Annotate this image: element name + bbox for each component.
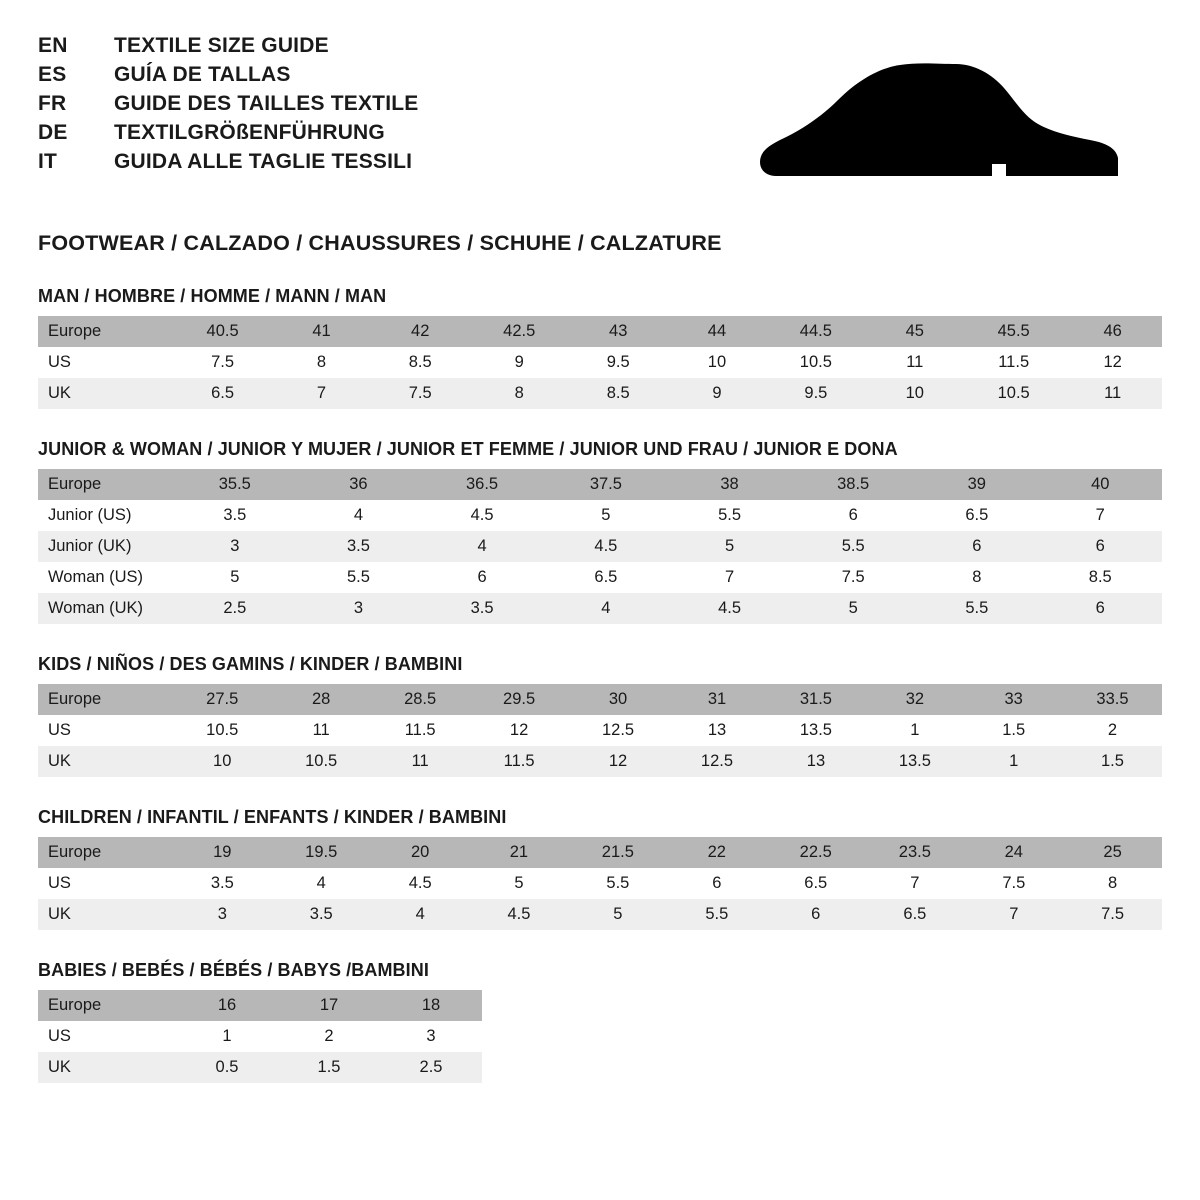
cell: 2.5: [173, 593, 297, 624]
cell: 6: [791, 500, 915, 531]
cell: 10.5: [173, 715, 272, 746]
cell: 13: [766, 746, 865, 777]
cell: 5.5: [568, 868, 667, 899]
row-label: Junior (UK): [38, 531, 173, 562]
cell: 10.5: [964, 378, 1063, 409]
table-row: [38, 500, 1162, 531]
cell: 21: [470, 837, 569, 868]
cell: 1.5: [1063, 746, 1162, 777]
size-table-babies: [38, 990, 482, 1083]
cell: 12: [1063, 347, 1162, 378]
cell: 6.5: [173, 378, 272, 409]
cell: 4.5: [470, 899, 569, 930]
cell: 13: [668, 715, 767, 746]
cell: 9: [470, 347, 569, 378]
table-row: [38, 715, 1162, 746]
cell: 5: [791, 593, 915, 624]
cell: 6: [420, 562, 544, 593]
cell: 6: [766, 899, 865, 930]
cell: 27.5: [173, 684, 272, 715]
cell: 7.5: [173, 347, 272, 378]
language-row: [38, 92, 418, 116]
table-row: [38, 990, 482, 1021]
cell: 3.5: [272, 899, 371, 930]
language-title: GUÍA DE TALLAS: [114, 63, 291, 86]
table-row: [38, 684, 1162, 715]
cell: 11: [865, 347, 964, 378]
cell: 10: [668, 347, 767, 378]
cell: 12: [569, 746, 668, 777]
cell: 32: [865, 684, 964, 715]
cell: 8.5: [371, 347, 470, 378]
cell: 36: [297, 469, 420, 500]
cell: 10: [173, 746, 272, 777]
cell: 2.5: [380, 1052, 482, 1083]
table-row: [38, 378, 1162, 409]
cell: 22: [667, 837, 766, 868]
language-row: [38, 150, 418, 174]
cell: 8.5: [1039, 562, 1162, 593]
row-label: Europe: [38, 837, 173, 868]
group-junior-woman: [38, 439, 1162, 624]
cell: 8: [915, 562, 1038, 593]
size-table-kids: [38, 684, 1162, 777]
cell: 20: [371, 837, 470, 868]
language-list: [38, 34, 418, 179]
language-code: EN: [38, 34, 68, 57]
cell: 9.5: [569, 347, 668, 378]
cell: 13.5: [766, 715, 865, 746]
cell: 7: [272, 378, 371, 409]
cell: 2: [278, 1021, 380, 1052]
cell: 3.5: [173, 868, 272, 899]
language-title: GUIDA ALLE TAGLIE TESSILI: [114, 150, 413, 173]
cell: 4.5: [668, 593, 791, 624]
language-code: ES: [38, 63, 67, 86]
group-title: MAN / HOMBRE / HOMME / MANN / MAN: [38, 286, 387, 306]
cell: 11: [371, 746, 470, 777]
cell: 7.5: [791, 562, 915, 593]
row-label: US: [38, 1021, 176, 1052]
row-label: UK: [38, 378, 173, 409]
cell: 3.5: [420, 593, 544, 624]
cell: 13.5: [865, 746, 964, 777]
row-label: Europe: [38, 990, 176, 1021]
table-row: [38, 1052, 482, 1083]
cell: 6.5: [865, 899, 964, 930]
row-label: Europe: [38, 469, 173, 500]
row-label: Woman (US): [38, 562, 173, 593]
cell: 33: [964, 684, 1063, 715]
table-row: [38, 1021, 482, 1052]
cell: 39: [915, 469, 1038, 500]
cell: 44.5: [766, 316, 865, 347]
page-header: [38, 34, 1162, 205]
cell: 28.5: [371, 684, 470, 715]
cell: 4.5: [420, 500, 544, 531]
table-row: [38, 316, 1162, 347]
cell: 1.5: [278, 1052, 380, 1083]
cell: 33.5: [1063, 684, 1162, 715]
cell: 5.5: [667, 899, 766, 930]
cell: 5.5: [791, 531, 915, 562]
table-row: [38, 899, 1162, 930]
cell: 4: [544, 593, 668, 624]
cell: 5.5: [297, 562, 420, 593]
cell: 5: [668, 531, 791, 562]
cell: 40.5: [173, 316, 272, 347]
cell: 4: [297, 500, 420, 531]
cell: 7: [865, 868, 964, 899]
cell: 23.5: [865, 837, 964, 868]
cell: 6: [1039, 531, 1162, 562]
cell: 2: [1063, 715, 1162, 746]
cell: 10.5: [272, 746, 371, 777]
cell: 41: [272, 316, 371, 347]
cell: 5: [544, 500, 668, 531]
cell: 29.5: [470, 684, 569, 715]
language-title: TEXTILE SIZE GUIDE: [114, 34, 329, 57]
cell: 7.5: [964, 868, 1063, 899]
language-row: [38, 63, 418, 87]
group-babies: [38, 960, 1162, 1083]
cell: 19: [173, 837, 272, 868]
cell: 1: [964, 746, 1063, 777]
cell: 44: [668, 316, 767, 347]
cell: 42: [371, 316, 470, 347]
language-row: [38, 121, 418, 145]
cell: 0.5: [176, 1052, 278, 1083]
cell: 38: [668, 469, 791, 500]
cell: 16: [176, 990, 278, 1021]
cell: 45.5: [964, 316, 1063, 347]
cell: 25: [1063, 837, 1162, 868]
table-row: [38, 868, 1162, 899]
cell: 28: [272, 684, 371, 715]
language-title: TEXTILGRÖßENFÜHRUNG: [114, 121, 385, 144]
cell: 18: [380, 990, 482, 1021]
cell: 42.5: [470, 316, 569, 347]
cell: 3.5: [173, 500, 297, 531]
table-row: [38, 531, 1162, 562]
table-row: [38, 746, 1162, 777]
cell: 7.5: [1063, 899, 1162, 930]
cell: 5: [470, 868, 569, 899]
group-title: JUNIOR & WOMAN / JUNIOR Y MUJER / JUNIOR ET FEMME / JUNIOR UND FRAU / JUNIOR E DONA: [38, 439, 898, 459]
cell: 19.5: [272, 837, 371, 868]
cell: 12: [470, 715, 569, 746]
cell: 12.5: [668, 746, 767, 777]
cell: 1: [865, 715, 964, 746]
cell: 22.5: [766, 837, 865, 868]
cell: 7: [964, 899, 1063, 930]
row-label: US: [38, 715, 173, 746]
cell: 6: [1039, 593, 1162, 624]
cell: 35.5: [173, 469, 297, 500]
cell: 3: [173, 899, 272, 930]
cell: 5: [568, 899, 667, 930]
dress-shoe-icon: [760, 60, 1120, 205]
group-title: BABIES / BEBÉS / BÉBÉS / BABYS /BAMBINI: [38, 960, 429, 980]
size-table-junior-woman: [38, 469, 1162, 624]
cell: 17: [278, 990, 380, 1021]
cell: 9.5: [766, 378, 865, 409]
cell: 31: [668, 684, 767, 715]
language-code: FR: [38, 92, 67, 115]
cell: 6: [667, 868, 766, 899]
row-label: Europe: [38, 684, 173, 715]
table-row: [38, 347, 1162, 378]
row-label: UK: [38, 1052, 176, 1083]
language-code: IT: [38, 150, 58, 173]
table-row: [38, 593, 1162, 624]
cell: 3.5: [297, 531, 420, 562]
row-label: US: [38, 347, 173, 378]
cell: 3: [297, 593, 420, 624]
size-table-children: [38, 837, 1162, 930]
cell: 4.5: [371, 868, 470, 899]
cell: 21.5: [568, 837, 667, 868]
cell: 4: [420, 531, 544, 562]
row-label: UK: [38, 899, 173, 930]
cell: 11: [1063, 378, 1162, 409]
category-title: FOOTWEAR / CALZADO / CHAUSSURES / SCHUHE / CALZATURE: [38, 231, 722, 255]
cell: 11.5: [470, 746, 569, 777]
cell: 11: [272, 715, 371, 746]
cell: 6.5: [544, 562, 668, 593]
cell: 1.5: [964, 715, 1063, 746]
cell: 40: [1039, 469, 1162, 500]
cell: 5.5: [915, 593, 1038, 624]
row-label: Junior (US): [38, 500, 173, 531]
row-label: Europe: [38, 316, 173, 347]
cell: 43: [569, 316, 668, 347]
group-kids: [38, 654, 1162, 777]
language-title: GUIDE DES TAILLES TEXTILE: [114, 92, 419, 115]
cell: 6: [915, 531, 1038, 562]
cell: 1: [176, 1021, 278, 1052]
cell: 4.5: [544, 531, 668, 562]
cell: 7: [1039, 500, 1162, 531]
cell: 10: [865, 378, 964, 409]
cell: 3: [173, 531, 297, 562]
cell: 5: [173, 562, 297, 593]
cell: 38.5: [791, 469, 915, 500]
cell: 36.5: [420, 469, 544, 500]
table-row: [38, 562, 1162, 593]
group-man: [38, 286, 1162, 409]
cell: 46: [1063, 316, 1162, 347]
table-row: [38, 469, 1162, 500]
cell: 31.5: [766, 684, 865, 715]
cell: 7: [668, 562, 791, 593]
cell: 8: [272, 347, 371, 378]
cell: 10.5: [766, 347, 865, 378]
table-row: [38, 837, 1162, 868]
cell: 6.5: [766, 868, 865, 899]
cell: 5.5: [668, 500, 791, 531]
cell: 3: [380, 1021, 482, 1052]
cell: 4: [371, 899, 470, 930]
cell: 24: [964, 837, 1063, 868]
row-label: UK: [38, 746, 173, 777]
group-title: KIDS / NIÑOS / DES GAMINS / KINDER / BAMBINI: [38, 654, 463, 674]
row-label: US: [38, 868, 173, 899]
cell: 11.5: [964, 347, 1063, 378]
cell: 4: [272, 868, 371, 899]
cell: 7.5: [371, 378, 470, 409]
cell: 37.5: [544, 469, 668, 500]
cell: 11.5: [371, 715, 470, 746]
language-row: [38, 34, 418, 58]
cell: 8: [1063, 868, 1162, 899]
cell: 9: [668, 378, 767, 409]
group-title: CHILDREN / INFANTIL / ENFANTS / KINDER / BAMBINI: [38, 807, 507, 827]
cell: 30: [569, 684, 668, 715]
cell: 12.5: [569, 715, 668, 746]
group-children: [38, 807, 1162, 930]
cell: 45: [865, 316, 964, 347]
cell: 8.5: [569, 378, 668, 409]
language-code: DE: [38, 121, 68, 144]
size-table-man: [38, 316, 1162, 409]
cell: 6.5: [915, 500, 1038, 531]
cell: 8: [470, 378, 569, 409]
row-label: Woman (UK): [38, 593, 173, 624]
